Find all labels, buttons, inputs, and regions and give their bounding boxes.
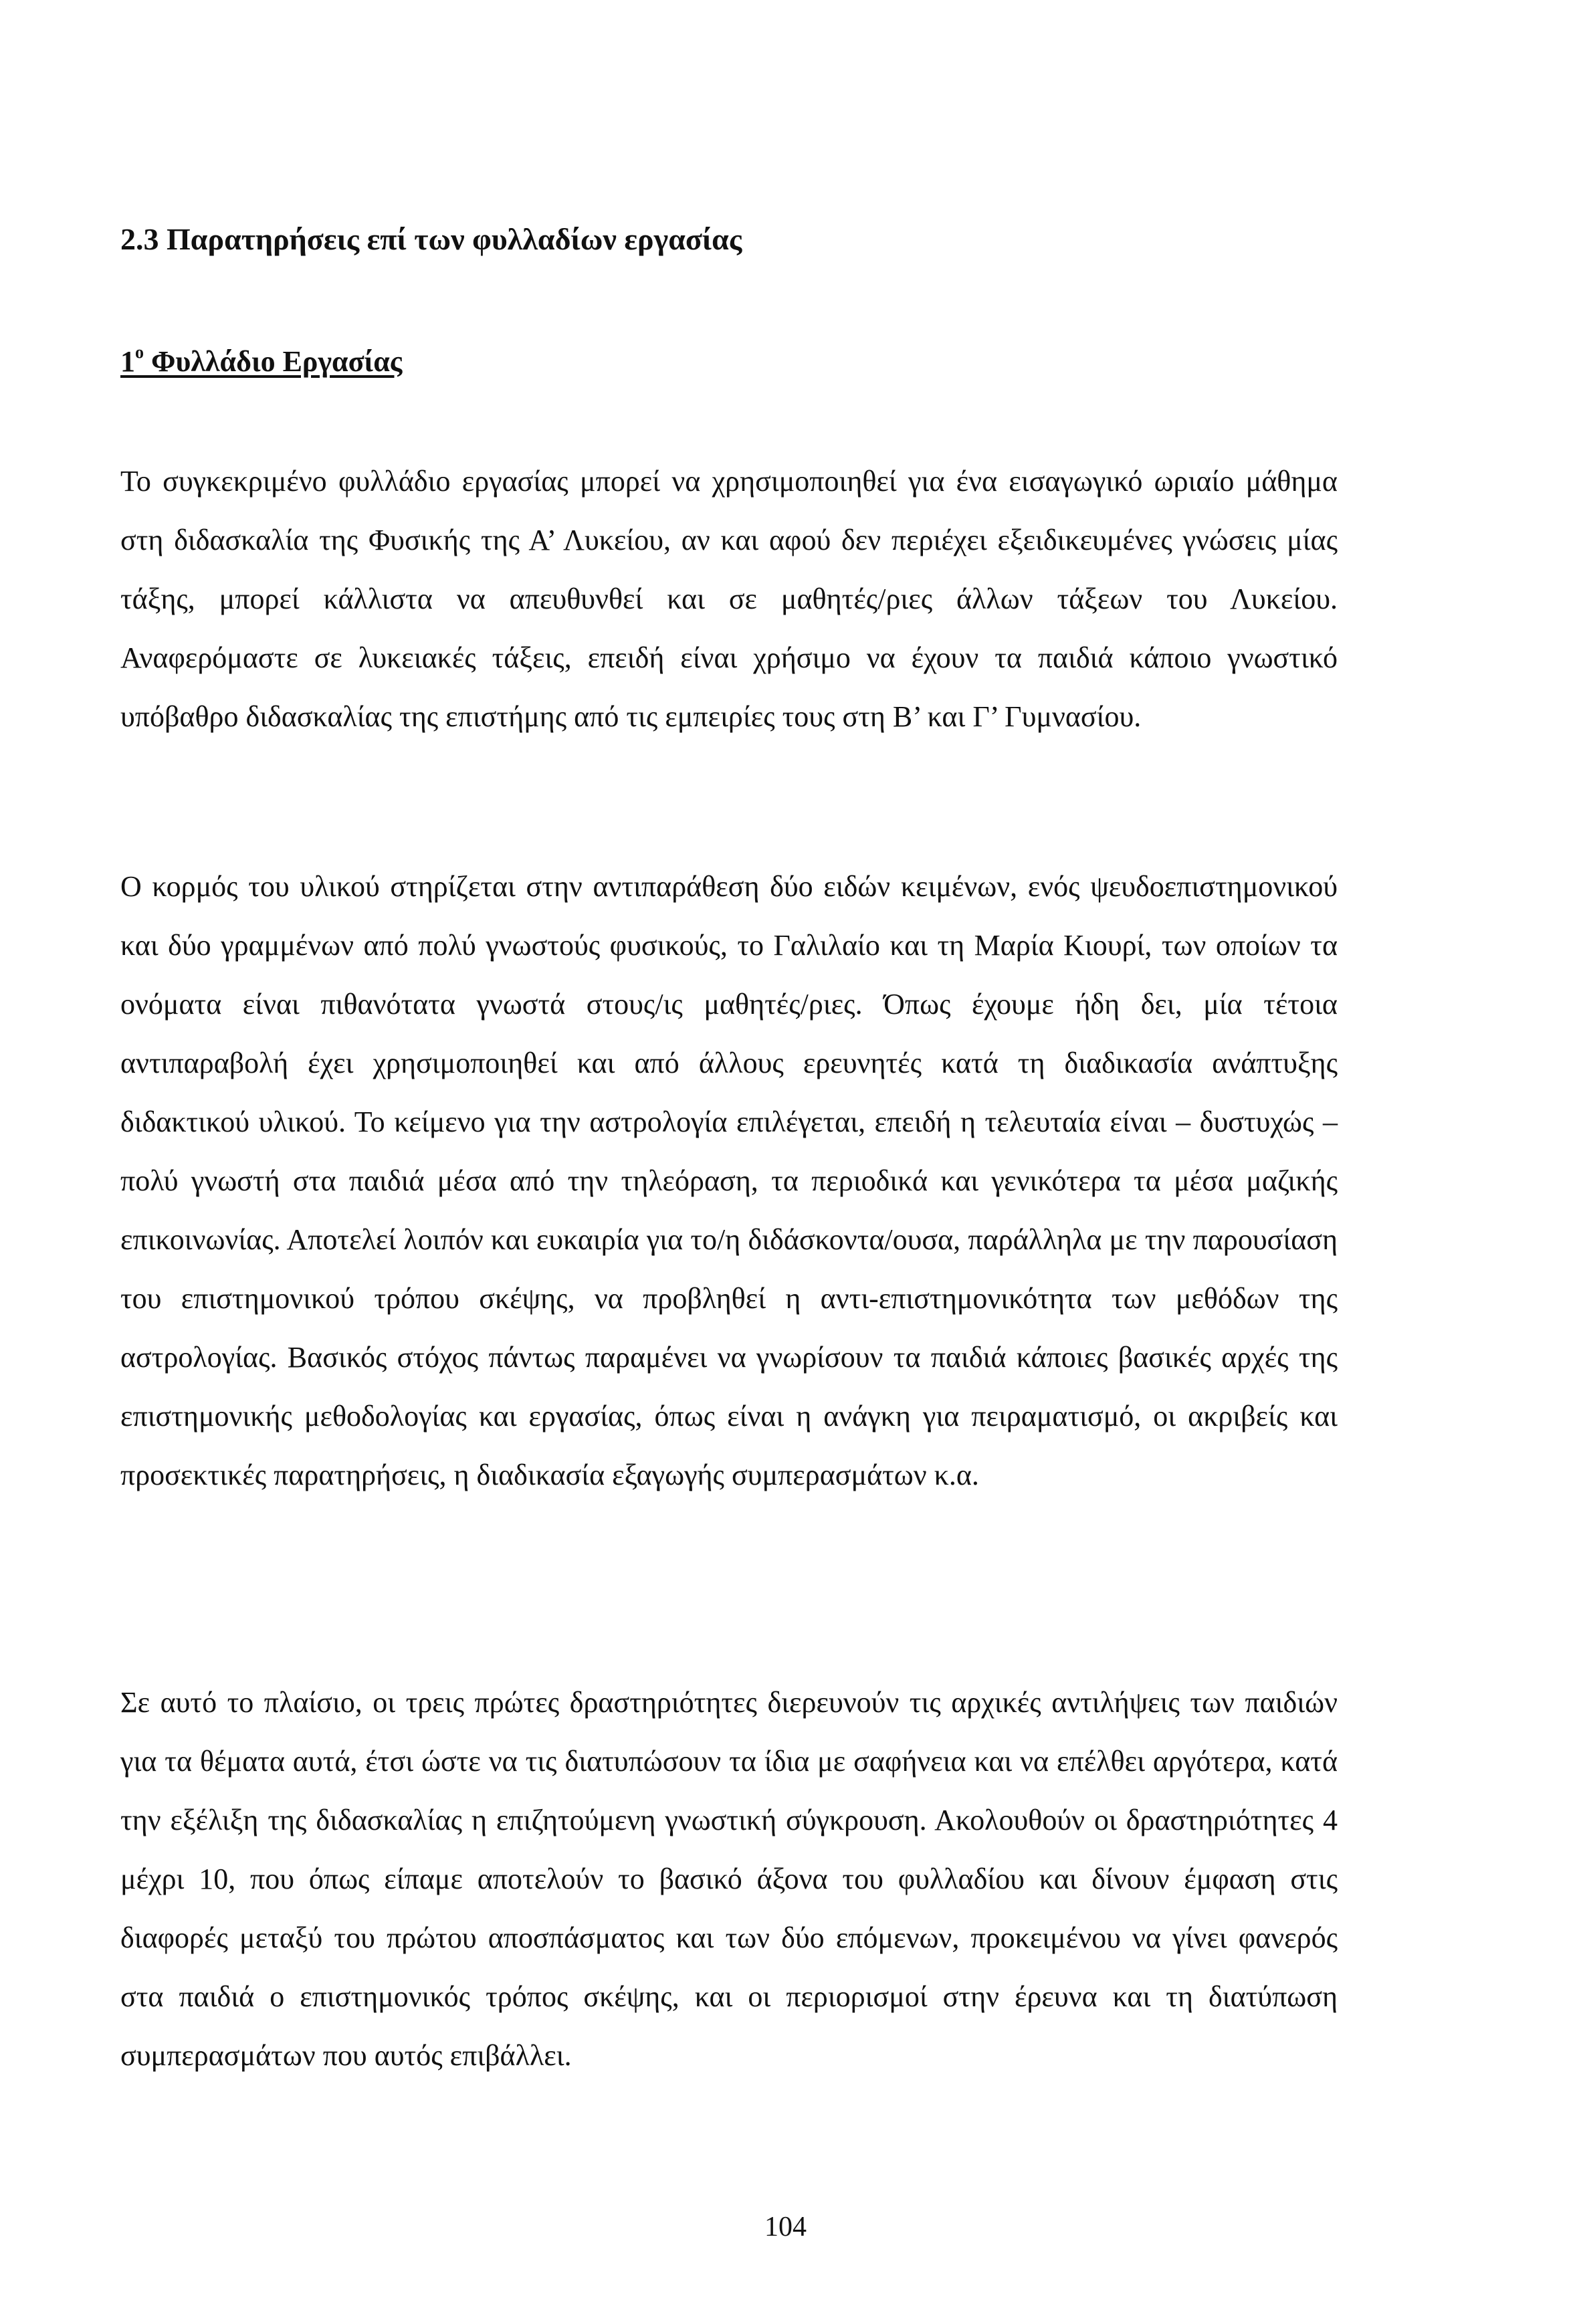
paragraph-intro: Το συγκεκριμένο φυλλάδιο εργασίας μπορεί να χρησιμοποιηθεί για ένα εισαγωγικό ωριαίο μάθημα στη διδασκαλία της Φυσικής της Α’ Λυκείου, αν και αφού δεν περιέχει εξειδικευμένες γνώσεις μίας τάξης, μπορεί κάλλιστα να απευθυνθεί και σε μαθητές/ριες άλλων τάξεων του Λυκείου. Αναφερόμαστε σε λυκειακές τάξεις, επειδή είναι χρήσιμο να έχουν τα παιδιά κάποιο γνωστικό υπόβαθρο διδασκαλίας της επιστήμης από τις εμπειρίες τους στη Β’ και Γ’ Γυμνασίου.: [120, 465, 1338, 733]
paragraph-activities: Σε αυτό το πλαίσιο, οι τρεις πρώτες δραστηριότητες διερευνούν τις αρχικές αντιλήψεις των παιδιών για τα θέματα αυτά, έτσι ώστε να τις διατυπώσουν τα ίδια με σαφήνεια και να επέλθει αργότερα, κατά την εξέλιξη της διδασκαλίας η επιζητούμενη γνωστική σύγκρουση. Ακολουθούν οι δραστηριότητες 4 μέχρι 10, που όπως είπαμε αποτελούν το βασικό άξονα του φυλλαδίου και δίνουν έμφαση στις διαφορές μεταξύ του πρώτου αποσπάσματος και των δύο επόμενων, προκειμένου να γίνει φανερός στα παιδιά ο επιστημονικός τρόπος σκέψης, και οι περιορισμοί στην έρευνα και τη διατύπωση συμπερασμάτων που αυτός επιβάλλει.: [120, 1686, 1338, 2072]
section-title: 2.3 Παρατηρήσεις επί των φυλλαδίων εργασίας: [120, 222, 742, 256]
page-number: 104: [764, 2212, 807, 2242]
subsection-ordinal: ο: [135, 342, 144, 362]
paragraph-core-material: Ο κορμός του υλικού στηρίζεται στην αντιπαράθεση δύο ειδών κειμένων, ενός ψευδοεπιστημονικού και δύο γραμμένων από πολύ γνωστούς φυσικούς, το Γαλιλαίο και τη Μαρία Κιουρί, των οποίων τα ονόματα είναι πιθανότατα γνωστά στους/ις μαθητές/ριες. Όπως έχουμε ήδη δει, μία τέτοια αντιπαραβολή έχει χρησιμοποιηθεί και από άλλους ερευνητές κατά τη διαδικασία ανάπτυξης διδακτικού υλικού. Το κείμενο για την αστρολογία επιλέγεται, επειδή η τελευταία είναι – δυστυχώς – πολύ γνωστή στα παιδιά μέσα από την τηλεόραση, τα περιοδικά και γενικότερα τα μέσα μαζικής επικοινωνίας. Αποτελεί λοιπόν και ευκαιρία για το/η διδάσκοντα/ουσα, παράλληλα με την παρουσίαση του επιστημονικού τρόπου σκέψης, να προβληθεί η αντι-επιστημονικότητα των μεθόδων της αστρολογίας. Βασικός στόχος πάντως παραμένει να γνωρίσουν τα παιδιά κάποιες βασικές αρχές της επιστημονικής μεθοδολογίας και εργασίας, όπως είναι η ανάγκη για πειραματισμό, οι ακριβείς και προσεκτικές παρατηρήσεις, η διαδικασία εξαγωγής συμπερασμάτων κ.α.: [120, 870, 1338, 1491]
subsection-heading: [120, 344, 402, 380]
subsection-number: 1: [120, 345, 135, 378]
subsection-title: Φυλλάδιο Εργασίας: [151, 345, 403, 378]
